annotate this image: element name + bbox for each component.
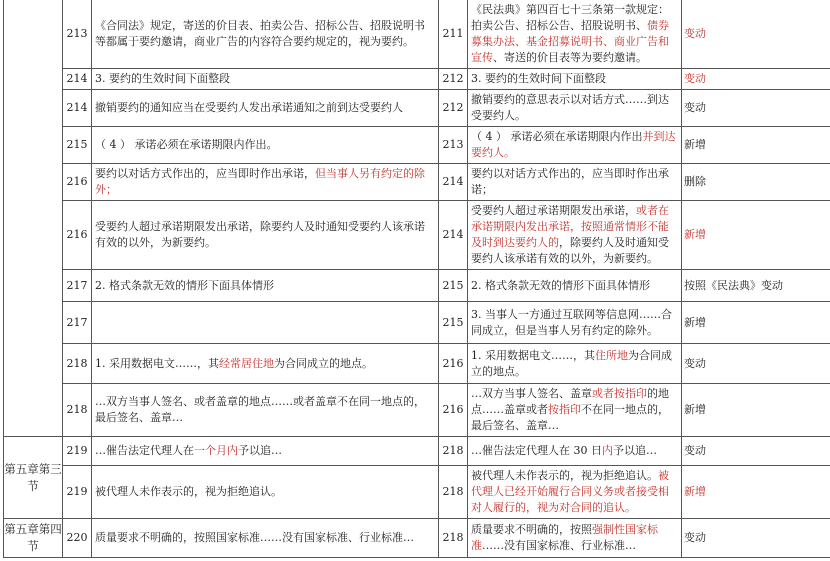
note-cell [682, 69, 830, 90]
new-page-cell: 214 [439, 201, 468, 270]
note-cell [682, 127, 830, 164]
old-text-cell [92, 201, 439, 270]
text-segment: 撤销要约的意思表示以对话方式……到达受要约人。 [471, 93, 669, 122]
new-page-cell: 218 [439, 466, 468, 519]
old-text-cell [92, 164, 439, 201]
table-row [4, 69, 830, 90]
text-segment: 质量要求不明确的，按照 [471, 523, 592, 536]
new-text-cell [468, 69, 682, 90]
text-segment: 予以追… [613, 444, 657, 457]
text-segment: 、寄送的价目表等为要约邀请。 [493, 51, 647, 64]
comparison-table [3, 0, 830, 558]
text-segment: 变动 [684, 101, 706, 114]
text-segment: 不在同一地点的，最后签名、盖章… [471, 403, 669, 432]
new-page-cell: 213 [439, 127, 468, 164]
old-text-cell [92, 270, 439, 302]
new-page-cell: 215 [439, 302, 468, 344]
text-segment: 3. 要约的生效时间下面整段 [95, 72, 230, 85]
highlighted-text: 债券募集办法、基金招募说明书、商业广告和宣传 [471, 19, 669, 64]
new-text-cell [468, 127, 682, 164]
highlighted-text: 新增 [684, 485, 706, 498]
old-page-cell: 215 [63, 127, 92, 164]
table-row [4, 466, 830, 519]
highlighted-text: 变动 [684, 27, 706, 40]
note-cell [682, 201, 830, 270]
text-segment: 2. 格式条款无效的情形下面具体情形 [95, 278, 274, 292]
text-segment: …双方当事人签名、盖章 [471, 387, 592, 400]
old-text-cell [92, 90, 439, 127]
text-segment: 2. 格式条款无效的情形下面具体情形 [471, 278, 650, 292]
note-cell [682, 90, 830, 127]
new-page-cell: 211 [439, 0, 468, 69]
new-page-cell: 214 [439, 164, 468, 201]
highlighted-text: 新增 [684, 228, 706, 241]
note-cell [682, 270, 830, 302]
highlighted-text: 并到达要约人。 [471, 130, 676, 159]
new-page-cell: 212 [439, 90, 468, 127]
new-text-cell [468, 519, 682, 558]
highlighted-text: 住所地 [595, 348, 628, 362]
comparison-table-container [3, 0, 830, 558]
highlighted-text: 按指印 [548, 403, 581, 416]
old-text-cell [92, 466, 439, 519]
text-segment: 撤销要约的通知应当在受要约人发出承诺通知之前到达受要约人 [95, 101, 403, 114]
text-segment: 受要约人超过承诺期限发出承诺，除要约人及时通知受要约人该承诺有效的以外，为新要约。 [95, 220, 425, 249]
table-row [4, 519, 830, 558]
text-segment: 《民法典》第四百七十三条第一款规定：拍卖公告、招标公告、招股说明书、 [471, 3, 669, 32]
new-text-cell [468, 0, 682, 69]
old-page-cell: 218 [63, 344, 92, 384]
text-segment: …催告法定代理人在 30 日 [471, 444, 602, 457]
text-segment: 1. 采用数据电文……，其 [95, 356, 219, 370]
text-segment: 《合同法》规定，寄送的价目表、拍卖公告、招标公告、招股说明书等都属于要约邀请，商业广告的内容符合要约规定的，视为要约。 [95, 19, 425, 48]
old-page-cell: 218 [63, 384, 92, 437]
text-segment: 变动 [684, 531, 706, 544]
text-segment: …双方当事人签名、或者盖章的地点……或者盖章不在同一地点的，最后签名、盖章… [95, 395, 425, 424]
text-segment: 质量要求不明确的，按照国家标准……没有国家标准、行业标准… [95, 531, 414, 544]
note-cell [682, 344, 830, 384]
new-text-cell [468, 90, 682, 127]
text-segment: 为合同成立的地点。 [274, 356, 373, 370]
text-segment: 新增 [684, 315, 706, 329]
highlighted-text: 强制性国家标准 [471, 523, 658, 552]
highlighted-text: 或者在承诺期限内发出承诺，按照通常情形不能及时到达要约人的 [471, 204, 669, 249]
chapter-cell: 第五章第三节 [4, 437, 63, 519]
note-cell [682, 519, 830, 558]
text-segment: 要约以对话方式作出的，应当即时作出承诺， [95, 167, 315, 180]
old-page-cell: 220 [63, 519, 92, 558]
new-text-cell [468, 270, 682, 302]
table-row [4, 0, 830, 69]
text-segment: 的地点……盖章或者 [471, 387, 669, 416]
note-cell [682, 164, 830, 201]
note-cell [682, 384, 830, 437]
table-row [4, 384, 830, 437]
new-page-cell: 218 [439, 519, 468, 558]
text-segment: ……没有国家标准、行业标准… [482, 539, 636, 552]
new-text-cell [468, 344, 682, 384]
old-text-cell [92, 127, 439, 164]
old-page-cell: 214 [63, 69, 92, 90]
text-segment: 为合同成立的地点。 [471, 348, 672, 378]
new-page-cell: 218 [439, 437, 468, 466]
old-page-cell: 219 [63, 466, 92, 519]
note-cell [682, 0, 830, 69]
text-segment: 3. 当事人一方通过互联网等信息网……合同成立，但是当事人另有约定的除外。 [471, 307, 672, 337]
highlighted-text: 内 [602, 444, 613, 457]
highlighted-text: 变动 [684, 72, 706, 85]
text-segment: 受要约人超过承诺期限发出承诺， [471, 204, 636, 217]
old-text-cell [92, 0, 439, 69]
old-page-cell: 214 [63, 90, 92, 127]
text-segment: （ 4 ） 承诺必须在承诺期限内作出。 [95, 138, 278, 151]
table-row [4, 201, 830, 270]
text-segment: 1. 采用数据电文……，其 [471, 348, 595, 362]
old-text-cell [92, 302, 439, 344]
old-page-cell: 217 [63, 302, 92, 344]
table-row [4, 437, 830, 466]
new-page-cell: 215 [439, 270, 468, 302]
table-row [4, 270, 830, 302]
old-text-cell [92, 519, 439, 558]
text-segment: 3. 要约的生效时间下面整段 [471, 72, 606, 85]
text-segment: 删除 [684, 175, 706, 188]
text-segment: （ 4 ） 承诺必须在承诺期限内作出 [471, 130, 643, 143]
new-text-cell [468, 164, 682, 201]
text-segment: 按照《民法典》变动 [684, 278, 783, 292]
table-row [4, 90, 830, 127]
new-text-cell [468, 437, 682, 466]
highlighted-text: 但当事人另有约定的除外； [95, 167, 425, 196]
old-text-cell [92, 437, 439, 466]
new-text-cell [468, 466, 682, 519]
new-text-cell [468, 201, 682, 270]
text-segment: 新增 [684, 138, 706, 151]
old-text-cell [92, 344, 439, 384]
text-segment: 被代理人未作表示的，视为拒绝追认。 [471, 469, 658, 482]
note-cell [682, 302, 830, 344]
note-cell [682, 437, 830, 466]
note-cell [682, 466, 830, 519]
old-page-cell: 217 [63, 270, 92, 302]
old-text-cell [92, 384, 439, 437]
new-page-cell: 216 [439, 384, 468, 437]
new-page-cell: 212 [439, 69, 468, 90]
text-segment: 予以追… [238, 444, 282, 457]
highlighted-text: 或者按指印 [592, 387, 647, 400]
new-text-cell [468, 384, 682, 437]
text-segment: 被代理人未作表示的，视为拒绝追认。 [95, 485, 282, 498]
highlighted-text: 一个月内 [194, 444, 238, 457]
chapter-cell: 第五章第四节 [4, 519, 63, 558]
old-text-cell [92, 69, 439, 90]
new-text-cell [468, 302, 682, 344]
old-page-cell: 219 [63, 437, 92, 466]
text-segment: 变动 [684, 444, 706, 457]
old-page-cell: 216 [63, 164, 92, 201]
text-segment: …催告法定代理人在 [95, 444, 194, 457]
new-page-cell: 216 [439, 344, 468, 384]
table-row [4, 302, 830, 344]
table-row [4, 344, 830, 384]
table-row [4, 127, 830, 164]
text-segment: ，除要约人及时通知受要约人该承诺有效的以外，为新要约。 [471, 236, 669, 265]
chapter-cell [4, 0, 63, 437]
text-segment: 要约以对话方式作出的，应当即时作出承诺； [471, 167, 669, 196]
old-page-cell: 213 [63, 0, 92, 69]
table-row [4, 164, 830, 201]
highlighted-text: 经常居住地 [219, 356, 274, 370]
text-segment: 新增 [684, 403, 706, 416]
highlighted-text: 被代理人已经开始履行合同义务或者接受相对人履行的，视为对合同的追认。 [471, 469, 669, 514]
old-page-cell: 216 [63, 201, 92, 270]
text-segment: 变动 [684, 356, 706, 370]
